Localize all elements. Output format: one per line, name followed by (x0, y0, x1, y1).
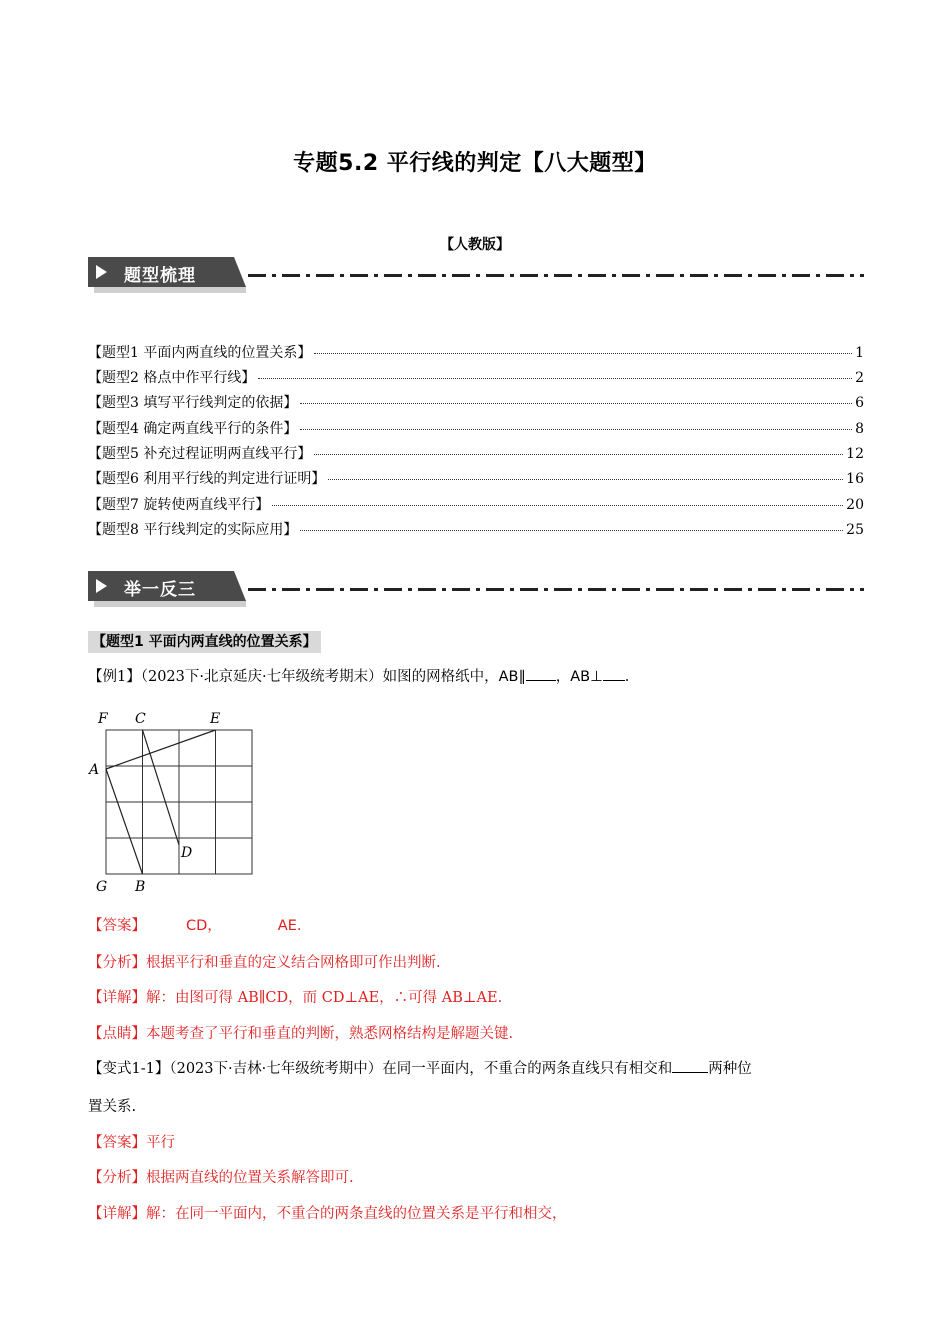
separator: ， (555, 669, 571, 685)
toc-leader (300, 429, 852, 430)
toc-leader (300, 530, 843, 531)
toc-item[interactable] (88, 519, 864, 543)
toc-leader (314, 454, 843, 455)
answer-blank (526, 666, 556, 681)
analysis-line (88, 952, 864, 974)
toc-item[interactable] (88, 367, 864, 391)
label-e: E (210, 711, 221, 727)
variant-question-cont: 置关系. (88, 1099, 137, 1115)
variant-tag: 【变式1-1】 (88, 1061, 170, 1077)
toc-item-page: 25 (846, 522, 864, 538)
toc-item-label: 【题型8 平行线判定的实际应用】 (88, 522, 298, 538)
label-f: F (98, 711, 108, 727)
answer-blank (672, 1058, 708, 1073)
variant-analysis-line (88, 1167, 864, 1189)
answer-value-1: CD， (186, 918, 222, 934)
practice-banner (88, 571, 864, 607)
label-c: C (135, 711, 146, 727)
toc-item-page: 12 (846, 446, 864, 462)
banner-shadow (94, 287, 246, 293)
comment-line (88, 1023, 864, 1045)
toc-item-page: 20 (846, 497, 864, 513)
segment-cd (143, 730, 180, 845)
toc-item-label: 【题型4 确定两直线平行的条件】 (88, 421, 298, 437)
analysis-tag: 【分析】 (88, 955, 146, 971)
label-b: B (135, 879, 146, 895)
toc-item[interactable] (88, 392, 864, 416)
example-tag: 【例1】 (88, 669, 141, 685)
detail-text: 解：在同一平面内，不重合的两条直线的位置关系是平行和相交， (146, 1206, 567, 1222)
toc-item-label: 【题型6 利用平行线的判定进行证明】 (88, 471, 326, 487)
toc-item[interactable] (88, 418, 864, 442)
variant-question (88, 1058, 864, 1080)
section-heading: 【题型1 平面内两直线的位置关系】 (88, 631, 321, 653)
ab-perpendicular: AB⊥ (570, 669, 603, 685)
toc-item-label: 【题型2 格点中作平行线】 (88, 370, 256, 386)
detail-text: 解：由图可得 AB∥CD，而 CD⊥AE，∴可得 AB⊥AE. (146, 990, 503, 1006)
toc-item-label: 【题型5 补充过程证明两直线平行】 (88, 446, 312, 462)
toc-item-page: 16 (846, 471, 864, 487)
ab-parallel: AB∥ (498, 669, 526, 685)
toc-leader (272, 505, 843, 506)
label-d: D (181, 845, 193, 861)
banner-dash-line (248, 274, 864, 277)
toc-leader (328, 479, 843, 480)
toc-item[interactable] (88, 443, 864, 467)
variant-text: （2023下·吉林·七年级统考期中）在同一平面内，不重合的两条直线只有相交和 (169, 1061, 673, 1077)
grid-lines (106, 730, 252, 874)
banner-shadow (94, 601, 246, 607)
toc-item[interactable] (88, 342, 864, 366)
detail-line (88, 987, 864, 1009)
example-question (88, 666, 864, 688)
answer-blank (603, 666, 625, 681)
banner-label: 题型梳理 (124, 266, 196, 286)
toc-item-label: 【题型7 旋转使两直线平行】 (88, 497, 270, 513)
banner-label: 举一反三 (124, 580, 196, 600)
toc-leader (300, 403, 852, 404)
edition-label: 【人教版】 (440, 237, 510, 253)
variant-text: 两种位 (708, 1061, 752, 1077)
variant-detail-line (88, 1203, 864, 1225)
variant-answer-line (88, 1132, 864, 1154)
toc-item-page: 2 (855, 370, 864, 386)
outline-banner (88, 257, 864, 293)
answer-tag: 【答案】 (88, 1135, 146, 1151)
comment-tag: 【点睛】 (88, 1026, 146, 1042)
analysis-text: 根据两直线的位置关系解答即可. (146, 1170, 354, 1186)
answer-text: 平行 (146, 1135, 175, 1151)
detail-tag: 【详解】 (88, 1206, 146, 1222)
toc-item-label: 【题型3 填写平行线判定的依据】 (88, 395, 298, 411)
grid-figure (88, 708, 264, 898)
toc-leader (314, 353, 852, 354)
analysis-text: 根据平行和垂直的定义结合网格即可作出判断. (146, 955, 441, 971)
play-triangle-icon (96, 265, 107, 279)
comment-text: 本题考查了平行和垂直的判断，熟悉网格结构是解题关键. (146, 1026, 514, 1042)
answer-tag: 【答案】 (88, 918, 146, 934)
segment-ab (106, 769, 143, 874)
period: . (624, 669, 630, 685)
toc-item-page: 6 (855, 395, 864, 411)
segment-ae (106, 730, 216, 769)
detail-tag: 【详解】 (88, 990, 146, 1006)
analysis-tag: 【分析】 (88, 1170, 146, 1186)
label-g: G (96, 879, 108, 895)
label-a: A (89, 762, 100, 778)
toc-leader (258, 378, 852, 379)
toc-item-page: 8 (855, 421, 864, 437)
answer-value-2: AE. (277, 918, 302, 934)
toc-item[interactable] (88, 468, 864, 492)
toc-item-label: 【题型1 平面内两直线的位置关系】 (88, 345, 312, 361)
banner-dash-line (248, 588, 864, 591)
play-triangle-icon (96, 579, 107, 593)
answer-line (88, 915, 864, 937)
page-title: 专题5.2 平行线的判定【八大题型】 (293, 151, 657, 176)
toc-item[interactable] (88, 494, 864, 518)
toc-item-page: 1 (855, 345, 864, 361)
example-source: （2023下·北京延庆·七年级统考期末）如图的网格纸中， (140, 669, 499, 685)
